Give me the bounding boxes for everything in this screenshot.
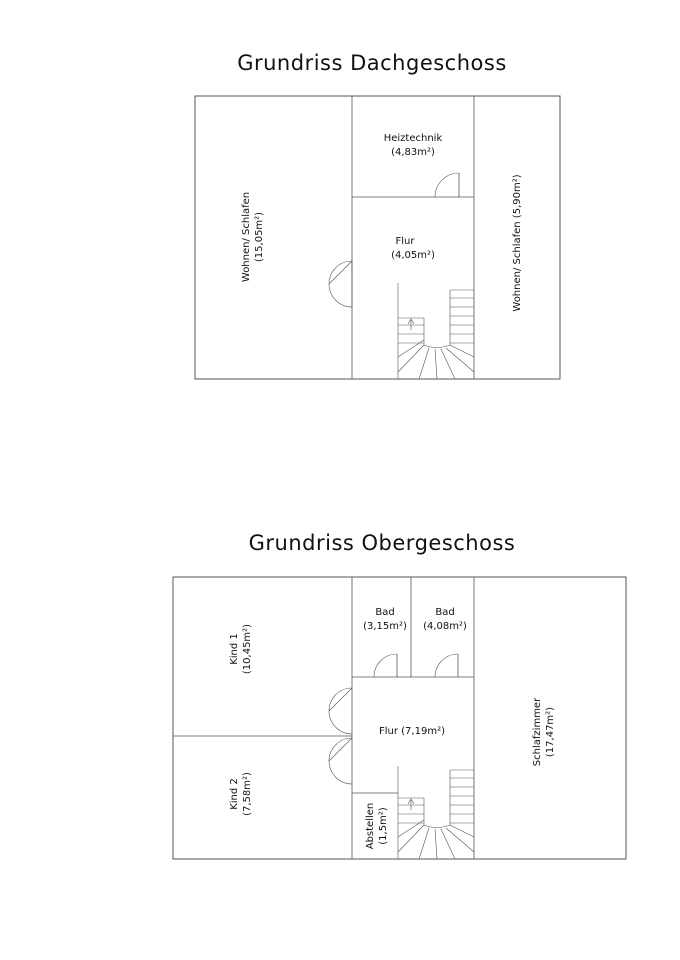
floorplan-dachgeschoss [195, 51, 560, 379]
room-area: (4,08m²) [423, 621, 467, 632]
room-area: (10,45m²) [242, 623, 253, 675]
room-area: (3,15m²) [363, 621, 407, 632]
room-name: Heiztechnik [383, 133, 443, 144]
room-label-rotated [512, 174, 523, 311]
room-area: (17,47m²) [545, 706, 556, 758]
room-name: Bad [435, 607, 455, 618]
room-name: Flur (7,19m²) [379, 726, 445, 737]
room-name: Abstellen [365, 802, 376, 850]
room-name: Wohnen/ Schlafen (5,90m²) [512, 174, 523, 312]
room-name: Kind 2 [229, 778, 240, 810]
outer-wall [173, 577, 626, 859]
room-area: (4,05m²) [391, 250, 435, 261]
room-area: (15,05m²) [254, 211, 265, 263]
room-area: (1,5m²) [378, 807, 389, 845]
room-name: Flur [395, 236, 415, 247]
floorplan-title: Grundriss Dachgeschoss [237, 51, 507, 75]
floorplan-title: Grundriss Obergeschoss [248, 531, 516, 555]
room-name: Bad [375, 607, 395, 618]
room-name: Wohnen/ Schlafen [241, 191, 252, 283]
room-area: (7,58m²) [242, 772, 253, 816]
room-area: (4,83m²) [391, 147, 435, 158]
room-name: Kind 1 [229, 633, 240, 665]
room-name: Schlafzimmer [532, 697, 543, 767]
floorplan-obergeschoss [173, 531, 626, 859]
